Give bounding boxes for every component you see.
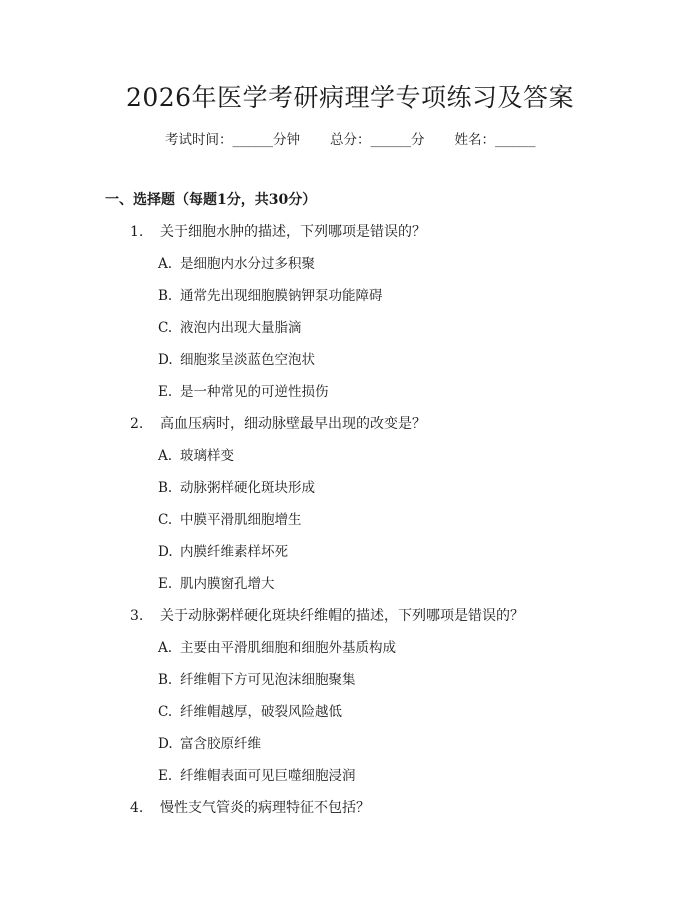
option-text: 主要由平滑肌细胞和细胞外基质构成 — [180, 640, 396, 656]
option-letter: E. — [158, 768, 173, 784]
question-number: 2. — [130, 416, 144, 432]
option-letter: B. — [158, 480, 173, 496]
question-4 — [130, 798, 370, 818]
option-text: 是细胞内水分过多积聚 — [180, 256, 315, 272]
question-text: 关于细胞水肿的描述，下列哪项是错误的？ — [160, 224, 426, 240]
option-text: 纤维帽越厚，破裂风险越低 — [180, 704, 342, 720]
option-letter: E. — [158, 384, 173, 400]
option-text: 液泡内出现大量脂滴 — [180, 320, 302, 336]
question-number: 4. — [130, 800, 144, 816]
option-text: 纤维帽表面可见巨噬细胞浸润 — [180, 768, 356, 784]
option-letter: C. — [158, 320, 173, 336]
name-field: 姓名：______ — [454, 132, 536, 148]
option-letter: C. — [158, 704, 173, 720]
question-3 — [130, 606, 524, 626]
option-letter: B. — [158, 672, 173, 688]
question-number: 1. — [130, 224, 144, 240]
option-letter: D. — [158, 736, 173, 752]
option-letter: B. — [158, 288, 173, 304]
question-3-option-d — [158, 734, 261, 754]
option-text: 肌内膜窗孔增大 — [180, 576, 275, 592]
section-title: 一、选择题（每题1分，共30分） — [105, 192, 317, 208]
option-text: 动脉粥样硬化斑块形成 — [180, 480, 315, 496]
option-letter: E. — [158, 576, 173, 592]
question-2 — [130, 414, 426, 434]
question-1-option-e — [158, 382, 329, 402]
question-2-option-d — [158, 542, 288, 562]
exam-time-field: 考试时间：______分钟 — [165, 132, 300, 148]
exam-info-row — [165, 130, 536, 150]
option-text: 通常先出现细胞膜钠钾泵功能障碍 — [180, 288, 383, 304]
question-2-option-a — [158, 446, 234, 466]
question-1-option-b — [158, 286, 383, 306]
question-1 — [130, 222, 426, 242]
question-text: 关于动脉粥样硬化斑块纤维帽的描述，下列哪项是错误的？ — [160, 608, 524, 624]
option-text: 中膜平滑肌细胞增生 — [180, 512, 302, 528]
option-letter: A. — [158, 448, 173, 464]
option-text: 纤维帽下方可见泡沫细胞聚集 — [180, 672, 356, 688]
page-title: 2026年医学考研病理学专项练习及答案 — [125, 83, 575, 112]
question-1-option-d — [158, 350, 315, 370]
question-text: 高血压病时，细动脉壁最早出现的改变是？ — [160, 416, 426, 432]
option-letter: D. — [158, 352, 173, 368]
option-letter: D. — [158, 544, 173, 560]
question-3-option-b — [158, 670, 356, 690]
question-2-option-e — [158, 574, 275, 594]
question-number: 3. — [130, 608, 144, 624]
option-text: 玻璃样变 — [180, 448, 234, 464]
option-text: 内膜纤维素样坏死 — [180, 544, 288, 560]
question-3-option-e — [158, 766, 356, 786]
option-letter: A. — [158, 256, 173, 272]
question-3-option-c — [158, 702, 342, 722]
question-1-option-c — [158, 318, 302, 338]
question-2-option-c — [158, 510, 302, 530]
option-text: 是一种常见的可逆性损伤 — [180, 384, 329, 400]
question-2-option-b — [158, 478, 315, 498]
total-score-field: 总分：______分 — [330, 132, 425, 148]
option-text: 细胞浆呈淡蓝色空泡状 — [180, 352, 315, 368]
option-letter: A. — [158, 640, 173, 656]
question-3-option-a — [158, 638, 396, 658]
question-1-option-a — [158, 254, 315, 274]
option-text: 富含胶原纤维 — [180, 736, 261, 752]
question-text: 慢性支气管炎的病理特征不包括？ — [160, 800, 370, 816]
option-letter: C. — [158, 512, 173, 528]
